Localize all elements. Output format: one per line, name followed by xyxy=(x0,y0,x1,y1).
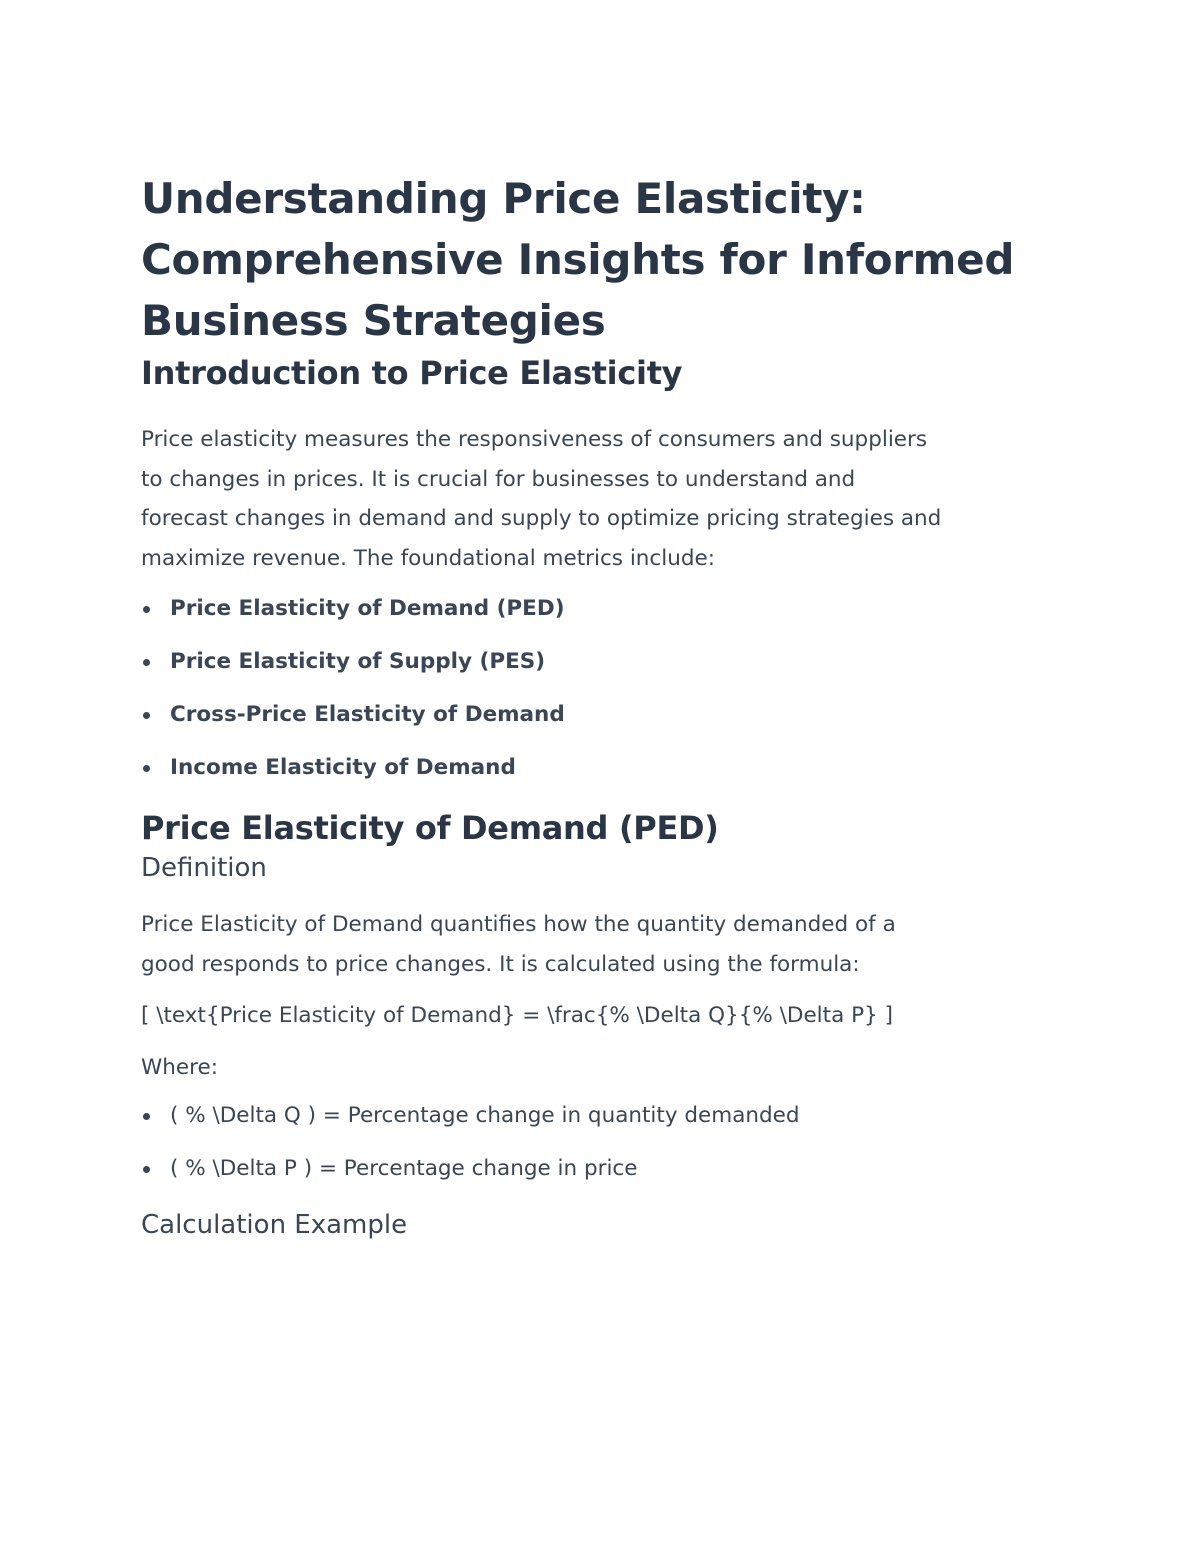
list-item xyxy=(141,594,1061,624)
definition-paragraph xyxy=(141,905,1061,984)
title-line-3: Business Strategies xyxy=(141,296,606,345)
definition-line-2: good responds to price changes. It is calculated using the formula: xyxy=(141,951,860,977)
intro-line-1: Price elasticity measures the responsiveness of consumers and suppliers xyxy=(141,427,928,452)
metric-label: Cross-Price Elasticity of Demand xyxy=(170,702,565,727)
metrics-list xyxy=(141,594,1061,783)
bullet-icon xyxy=(143,765,150,772)
list-item xyxy=(141,1101,1061,1131)
bullet-icon xyxy=(143,1166,150,1173)
variable-definition: ( % \Delta Q ) = Percentage change in quantity demanded xyxy=(170,1103,800,1128)
metric-label: Income Elasticity of Demand xyxy=(170,755,516,780)
where-label: Where: xyxy=(141,1054,218,1080)
ped-heading: Price Elasticity of Demand (PED) xyxy=(141,809,719,847)
variable-definition: ( % \Delta P ) = Percentage change in price xyxy=(170,1156,638,1181)
list-item xyxy=(141,1154,1061,1184)
list-item xyxy=(141,647,1061,677)
bullet-icon xyxy=(143,712,150,719)
metric-label: Price Elasticity of Demand (PED) xyxy=(170,596,565,621)
list-item xyxy=(141,700,1061,730)
document-title xyxy=(141,168,1061,351)
definition-line-1: Price Elasticity of Demand quantifies how the quantity demanded of a xyxy=(141,912,896,937)
definition-heading: Definition xyxy=(141,853,267,883)
intro-line-4: maximize revenue. The foundational metrics include: xyxy=(141,545,715,571)
bullet-icon xyxy=(143,606,150,613)
title-line-2: Comprehensive Insights for Informed xyxy=(141,235,1015,284)
intro-heading: Introduction to Price Elasticity xyxy=(141,354,683,392)
intro-paragraph xyxy=(141,420,1061,578)
formula-text: [ \text{Price Elasticity of Demand} = \frac{% \Delta Q}{% \Delta P} ] xyxy=(141,1003,893,1028)
intro-line-3: forecast changes in demand and supply to optimize pricing strategies and xyxy=(141,506,942,531)
document-page xyxy=(141,168,1061,1243)
variables-list xyxy=(141,1101,1061,1184)
calculation-heading: Calculation Example xyxy=(141,1210,408,1240)
bullet-icon xyxy=(143,1113,150,1120)
list-item xyxy=(141,753,1061,783)
title-line-1: Understanding Price Elasticity: xyxy=(141,174,866,223)
intro-line-2: to changes in prices. It is crucial for businesses to understand and xyxy=(141,466,856,492)
metric-label: Price Elasticity of Supply (PES) xyxy=(170,649,546,674)
bullet-icon xyxy=(143,659,150,666)
